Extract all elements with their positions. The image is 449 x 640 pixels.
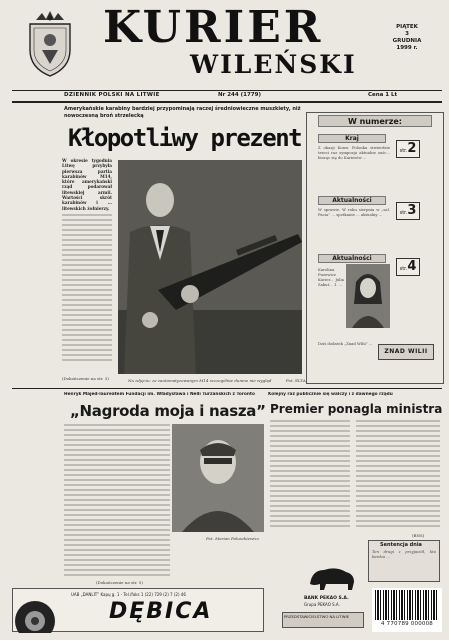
bottom-right-kicker: Kolejny raz publicznie się walczy i z dawnego rządu	[268, 392, 393, 397]
date-year: 1999 r.	[396, 45, 418, 51]
bank-sub: Grupa PEKAO S.A.	[304, 602, 340, 607]
znad-wilii-badge[interactable]: ZNAD WILII	[378, 344, 434, 360]
page-prefix: str.	[399, 266, 408, 272]
sidebar-section-aktualnosci-text: W sprawie. W roku sierpnia w „sal. Pacia” ... spotkanie ... aktualny ...	[318, 208, 390, 217]
page-number: 4	[407, 259, 417, 274]
barcode	[372, 588, 442, 632]
lead-photo-caption: Na zdjęciu: ze zautomatyzowanym M14 szczególnie dumne nie wygląd	[128, 378, 272, 383]
bottom-left-body	[64, 424, 170, 576]
lead-body-text	[62, 214, 112, 364]
bottom-right-body-col1	[270, 420, 350, 530]
page-prefix: str.	[399, 148, 408, 154]
bottom-left-photo-credit: Fot. Marian Paluszkiewicz	[206, 536, 260, 541]
masthead-rule-top	[12, 90, 442, 91]
date-weekday: PIĄTEK	[396, 24, 418, 30]
lead-photo-credit: Fot. ELTA	[286, 378, 306, 383]
barcode-digits: 4 770789 000008	[381, 621, 433, 627]
lead-kicker: Amerykańskie karabiny bardziej przypominają raczej średniowieczne muszkiety, niż nowoczesną broń strzelecką	[64, 106, 301, 119]
bottom-right-headline: Premier ponagla ministra	[270, 402, 443, 416]
bank-pekao-ad[interactable]	[268, 562, 364, 630]
bottom-left-headline: „Nagroda moja i nasza”	[70, 402, 266, 420]
issue-number: Nr 244 (1779)	[218, 92, 261, 98]
sidebar-section-kraj-label: Kraj	[318, 134, 386, 143]
bottom-left-continued: (Dokończenie na str. 5)	[96, 580, 143, 585]
sidebar-section-aktualnosci-label: Aktualności	[318, 196, 386, 205]
price: Cena 1 Lt	[368, 92, 398, 98]
date-day: 3	[405, 31, 409, 37]
coat-of-arms-emblem	[22, 10, 78, 78]
date-block	[384, 24, 430, 52]
sidebar-section-aktualnosci2-page[interactable]	[396, 258, 420, 276]
sidebar-section-kraj-text: Z okazji Konw. Polonka stwierdzie trzeci raz sympozja aktualne zaśc... biorąc się do Kurierów ...	[318, 146, 390, 160]
section-divider	[12, 388, 442, 389]
masthead-title-bottom: WILEŃSKI	[190, 50, 357, 79]
lead-intro-text: W okresie tygodnia Litwę przybyła pierwsza partia karabinów M14, które amerykański rząd podarował litewskiej armii. Wartości skrót karabinów i ... litewskich żołnierzy.	[62, 158, 112, 211]
debica-address: UAB „DANLIT” Kapų g. 1 - Tel./faks 1 (22) 729 (2) 7 (2) 46	[71, 592, 186, 597]
quote-header: Sentencja dnia	[380, 542, 422, 548]
sidebar-header: W numerze:	[318, 115, 432, 127]
debica-brand: DĘBICA	[109, 599, 213, 624]
page-number: 3	[407, 203, 417, 218]
masthead-rule-bottom	[12, 101, 442, 103]
sidebar-section-kraj-page[interactable]	[396, 140, 420, 158]
sidebar-portrait-photo	[346, 264, 390, 328]
tire-icon	[13, 589, 63, 633]
masthead-subtitle: DZIENNIK POLSKI NA LITWIE	[64, 92, 160, 98]
masthead-title-top: KURIER	[103, 2, 324, 53]
sidebar-section-aktualnosci2-text: Karolina Puzewicz Kurier... Julia Sakut... 1. ...	[318, 268, 344, 287]
bottom-right-source: (BNS)	[412, 533, 425, 538]
page-prefix: str.	[399, 210, 408, 216]
quote-text: Ten drugi z przyjaciół, kto bardzo ...	[372, 550, 436, 559]
sidebar-section-aktualnosci2-label: Aktualności	[318, 254, 386, 263]
bison-logo-icon	[306, 562, 358, 594]
lead-photo-soldier-with-rifle	[118, 160, 302, 374]
bottom-left-kicker: Henryk Majed-laureatem Fundacji im. Władysława i Nelli Turzańskich z Toronto	[64, 392, 255, 397]
debica-ad[interactable]	[12, 588, 264, 632]
sidebar-promo-text: Dziś dodatek „Znad Wilii” ...	[318, 342, 373, 346]
sidebar-section-aktualnosci-page[interactable]	[396, 202, 420, 220]
date-month: GRUDNIA	[392, 38, 422, 44]
lead-intro	[62, 158, 112, 211]
lead-headline: Kłopotliwy prezent	[68, 124, 302, 152]
bank-note: PRZEDSTAWICIELSTWO NA LITWIE	[282, 612, 364, 628]
bottom-left-photo-laureate	[172, 424, 264, 532]
bank-name: BANK PEKAO S.A.	[304, 596, 349, 601]
page-number: 2	[407, 141, 417, 156]
bottom-right-body-col2	[356, 420, 440, 530]
lead-continued: (Dokończenie na str. 3)	[62, 376, 109, 381]
